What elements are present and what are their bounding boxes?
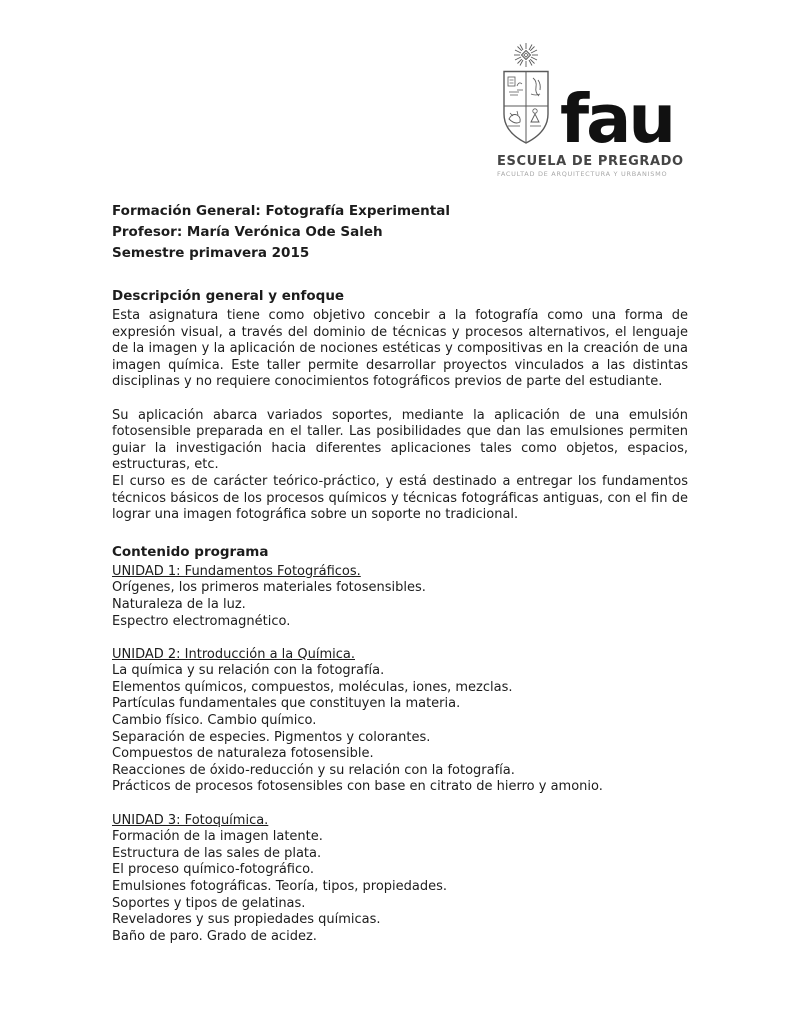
- fau-wordmark: fau: [560, 80, 674, 159]
- logo-school-line: ESCUELA DE PREGRADO: [497, 154, 684, 169]
- unit-2-item: La química y su relación con la fotografía.: [112, 663, 385, 679]
- unit-3-item: Estructura de las sales de plata.: [112, 845, 322, 861]
- unit-2-item: Prácticos de procesos fotosensibles con base en citrato de hierro y amonio.: [112, 779, 603, 795]
- description-paragraph-1: Esta asignatura tiene como objetivo concebir a la fotografía como una forma de expresión visual, a través del dominio de técnicas y procesos alternativos, el lenguaje de la imagen y la aplicación de nociones estéticas y compositivas en la creación de una imagen química. Este taller permite desarrollar proyectos vinculados a las distintas disciplinas y no requiere conocimientos fotográficos previos de parte del estudiante.: [112, 308, 688, 390]
- logo-faculty-line: FACULTAD DE ARQUITECTURA Y URBANISMO: [497, 170, 668, 178]
- university-crest-icon: [497, 42, 555, 149]
- unit-1-item: Orígenes, los primeros materiales fotosensibles.: [112, 580, 426, 596]
- unit-3-item: Baño de paro. Grado de acidez.: [112, 928, 317, 944]
- unit-3-item: Emulsiones fotográficas. Teoría, tipos, propiedades.: [112, 879, 448, 894]
- unit-2-item: Compuestos de naturaleza fotosensible.: [112, 746, 374, 762]
- logo-top-row: [497, 42, 693, 159]
- professor-line: Profesor: María Verónica Ode Saleh: [112, 224, 383, 240]
- unit-3-item: Soportes y tipos de gelatinas.: [112, 895, 306, 911]
- unit-3-item: El proceso químico-fotográfico.: [112, 862, 314, 878]
- unit-1-title: UNIDAD 1: Fundamentos Fotográficos.: [112, 563, 361, 579]
- unit-2-title: UNIDAD 2: Introducción a la Química.: [112, 646, 355, 662]
- course-title: Formación General: Fotografía Experimental: [112, 203, 450, 219]
- content-section: [112, 544, 688, 946]
- title-block: [112, 201, 688, 264]
- unit-3-title: UNIDAD 3: Fotoquímica.: [112, 812, 269, 828]
- fau-logo: [497, 42, 693, 178]
- unit-1-item: Naturaleza de la luz.: [112, 596, 246, 612]
- unit-2-item: Partículas fundamentales que constituyen la materia.: [112, 696, 461, 712]
- unit-3: [112, 813, 688, 946]
- unit-3-item: Reveladores y sus propiedades químicas.: [112, 912, 381, 928]
- unit-2: [112, 647, 688, 796]
- content-heading: Contenido programa: [112, 543, 269, 560]
- unit-2-item: Separación de especies. Pigmentos y colorantes.: [112, 729, 431, 745]
- unit-1-item: Espectro electromagnético.: [112, 613, 291, 629]
- description-section: [112, 288, 688, 524]
- document-body: [112, 201, 688, 945]
- unit-1: [112, 564, 688, 630]
- unit-2-item: Cambio físico. Cambio químico.: [112, 713, 317, 729]
- unit-3-item: Formación de la imagen latente.: [112, 829, 323, 845]
- unit-2-item: Elementos químicos, compuestos, moléculas, iones, mezclas.: [112, 679, 513, 695]
- description-paragraph-3: El curso es de carácter teórico-práctico, y está destinado a entregar los fundamentos técnicos básicos de los procesos químicos y técnicas fotográficas antiguas, con el fin de lograr una imagen fotográfica sobre un soporte no tradicional.: [112, 473, 688, 523]
- unit-2-item: Reacciones de óxido-reducción y su relación con la fotografía.: [112, 762, 515, 778]
- description-heading: Descripción general y enfoque: [112, 288, 345, 304]
- description-paragraph-2: Su aplicación abarca variados soportes, mediante la aplicación de una emulsión fotosensible preparada en el taller. Las posibilidades que dan las emulsiones permiten guiar la investigación hacia diferentes aplicaciones tales como objetos, espacios, estructuras, etc.: [112, 407, 688, 473]
- semester-line: Semestre primavera 2015: [112, 245, 310, 261]
